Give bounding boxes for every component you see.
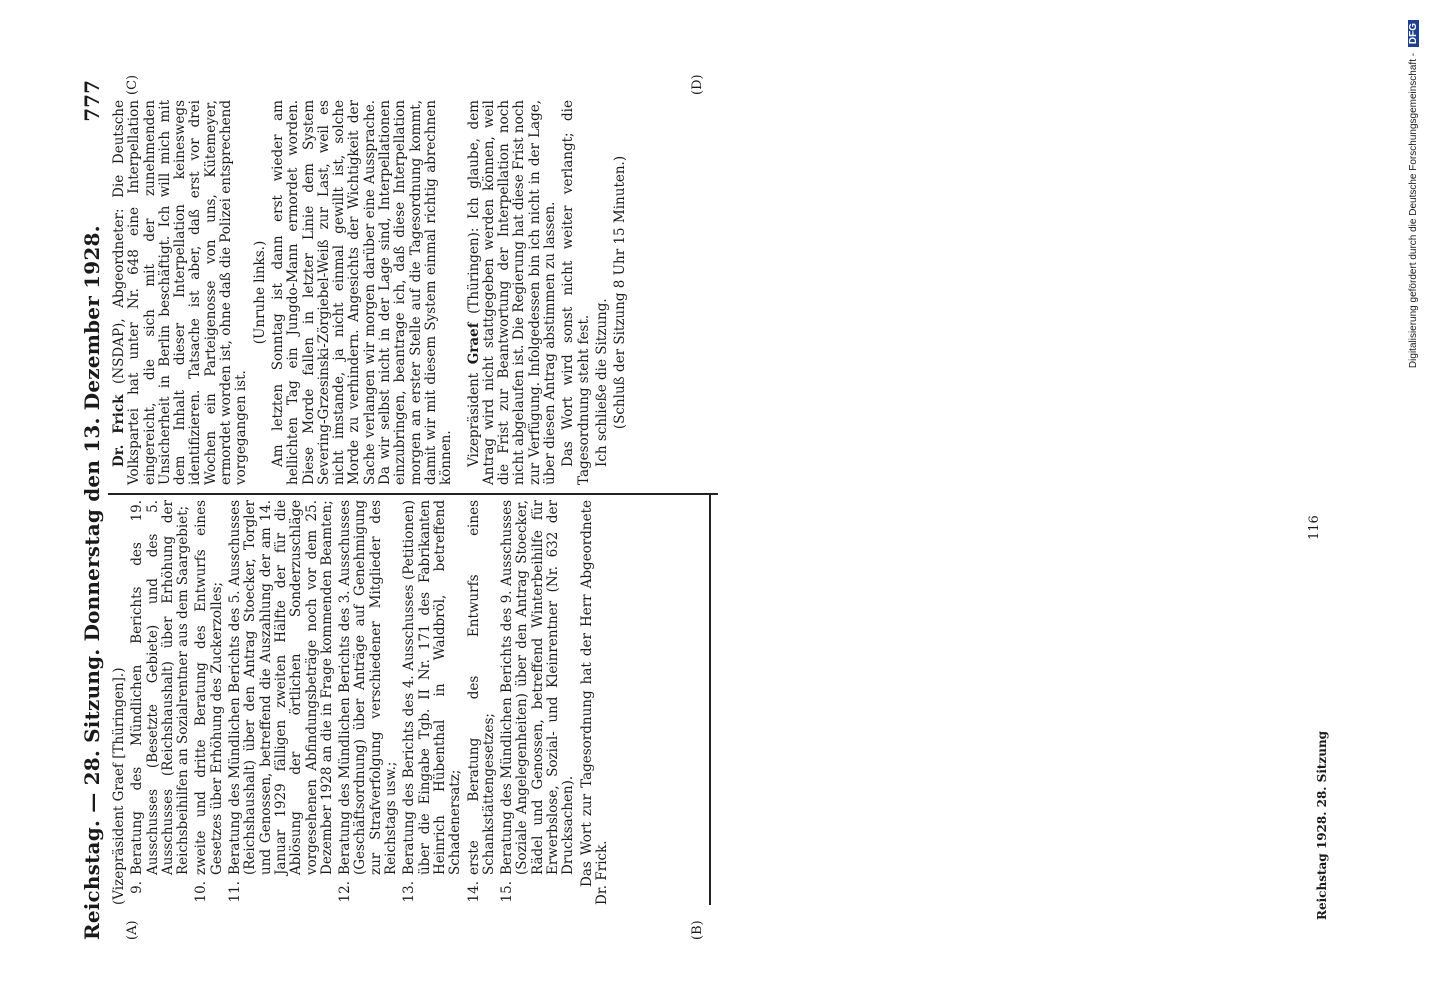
speaker-line: (Vizepräsident Graef [Thüringen].) <box>111 667 127 905</box>
agenda-item-number: 11. <box>227 881 244 903</box>
agenda-item <box>130 500 191 905</box>
agenda-item-text: Beratung des Mündlichen Berichts des 19. Ausschusses (Besetzte Gebiete) und des 5. Ausschusses (Reichshaushalt) über Erhöhung der Reichsbeihilfen an Sozialrentner aus dem Saargebiet; <box>129 500 192 875</box>
vp-label: Vizepräsident <box>465 372 482 467</box>
agenda-item-text: erste Beratung des Entwurfs eines Schankstättengesetzes; <box>465 500 497 875</box>
word-paragraph: Das Wort wird sonst nicht weiter verlangt; die Tagesordnung steht fest. <box>560 100 592 485</box>
margin-marker-b: (B) <box>690 920 705 940</box>
agenda-item <box>467 500 498 905</box>
close-session: Ich schließe die Sitzung. <box>593 298 610 467</box>
vice-president-speech <box>467 100 559 485</box>
agenda-item <box>338 500 399 905</box>
agenda-item-number: 10. <box>193 881 210 903</box>
margin-marker-d: (D) <box>690 74 705 95</box>
frick-paragraph-2: Am letzten Sonntag ist dann erst wieder am hellichten Tag ein Jungdo-Mann ermordet worden. Diese Morde fallen in letzter Linie dem System Severing-Grzesinski-Zörgiebel-Weiß zur Last, weil es nicht imstande, ja nicht einmal gewillt ist, solche Morde zu verhindern. Angesichts der Wichtigkeit der Sache verlangen wir morgen darüber eine Aussprache. Da wir selbst nicht in der Lage sind, Interpellationen einzubringen, beantrage ich, daß diese Interpellation morgen an erster Stelle auf die Tagesordnung kommt, damit wir mit diesem System einmal richtig abrechnen können. <box>269 100 455 485</box>
vp-text: (Thüringen): Ich glaube, dem Antrag wird nicht stattgegeben werden können, weil die Frist zur Beantwortung der Interpellation noch nicht abgelaufen ist. Die Regierung hat diese Frist noch zur Verfügung. Infolgedessen bin ich nicht in der Lage, über diesen Antrag abstimmen zu lassen. <box>465 100 559 485</box>
footer-source: Reichstag 1928. 28. Sitzung <box>1315 730 1329 920</box>
right-column <box>112 100 632 485</box>
footer-sheet-number: 116 <box>1307 515 1322 540</box>
digitization-note <box>1408 20 1419 980</box>
agenda-item-number: 15. <box>499 881 516 903</box>
margin-marker-c: (C) <box>125 74 140 95</box>
interjection: (Unruhe links.) <box>251 240 268 345</box>
column-divider <box>108 494 718 496</box>
session-end: (Schluß der Sitzung 8 Uhr 15 Minuten.) <box>612 155 629 430</box>
end-rule <box>709 495 711 905</box>
agenda-item-text: Beratung des Mündlichen Berichts des 3. Ausschusses (Geschäftsordnung) über Anträge auf Genehmigung zur Strafverfolgung verschiedener Mitglieder des Reichstags usw.; <box>337 500 400 875</box>
agenda-item-text: Beratung des Berichts des 4. Ausschusses (Petitionen) über die Eingabe Tgb. II Nr. 171 des Fabrikanten Heinrich Hübenthal in Waldbröl, betreffend Schadenersatz; <box>401 500 464 875</box>
margin-marker-a: (A) <box>125 920 140 940</box>
page-number: 777 <box>80 80 104 122</box>
agenda-item-text: Beratung des Mündlichen Berichts des 5. Ausschusses (Reichshaushalt) über den Antrag Stoecker, Torgler und Genossen, betreffend die Auszahlung der am 14. Januar 1929 fälligen zweiten Hälfte der für die Ablösung der örtlichen Sonderzuschläge vorgesehenen Abfindungsbeträge noch vor dem 25. Dezember 1928 an die in Frage kommenden Beamten; <box>227 500 335 875</box>
agenda-item <box>228 500 335 905</box>
agenda-item-number: 14. <box>465 881 482 903</box>
agenda-item <box>194 500 225 905</box>
page-header <box>80 80 106 940</box>
left-column <box>112 500 613 905</box>
agenda-list <box>130 500 576 905</box>
closing-line: Das Wort zur Tagesordnung hat der Herr Abgeordnete Dr. Frick. <box>578 500 610 905</box>
agenda-item-number: 9. <box>129 881 146 894</box>
digitization-text: Digitalisierung gefördert durch die Deutsche Forschungsgemeinschaft - <box>1408 52 1419 369</box>
frick-speech <box>112 100 250 485</box>
agenda-item-number: 13. <box>401 881 418 903</box>
agenda-item <box>402 500 463 905</box>
frick-text: (NSDAP), Abgeordneter: Die Deutsche Volkspartei hat unter Nr. 648 eine Interpellation eingereicht, die sich mit der zunehmenden Unsicherheit in Berlin beschäftigt. Ich will mich mit dem Inhalt dieser Interpellation keineswegs identifizieren. Tatsache ist aber, daß erst vor drei Wochen ein Parteigenosse von uns, Kütemeyer, ermordet worden ist, ohne daß die Polizei entsprechend vorgegangen ist. <box>111 100 250 485</box>
dfg-logo: DFG <box>1408 20 1419 47</box>
vp-name: Graef <box>465 322 482 365</box>
agenda-item-text: Beratung des Mündlichen Berichts des 9. Ausschusses (Soziale Angelegenheiten) über den Antrag Stoecker, Rädel und Genossen, betreffend Winterbeihilfe für Erwerbslose, Sozial- und Kleinrentner (Nr. 632 der Drucksachen). <box>499 500 577 875</box>
speaker-name: Dr. Frick <box>111 394 127 467</box>
agenda-item-text: zweite und dritte Beratung des Entwurfs eines Gesetzes über Erhöhung des Zuckerzolles; <box>193 500 225 875</box>
agenda-item-number: 12. <box>337 881 354 903</box>
page-title: Reichstag. — 28. Sitzung. Donnerstag den 13. Dezember 1928. <box>80 225 104 940</box>
agenda-item <box>500 500 576 905</box>
